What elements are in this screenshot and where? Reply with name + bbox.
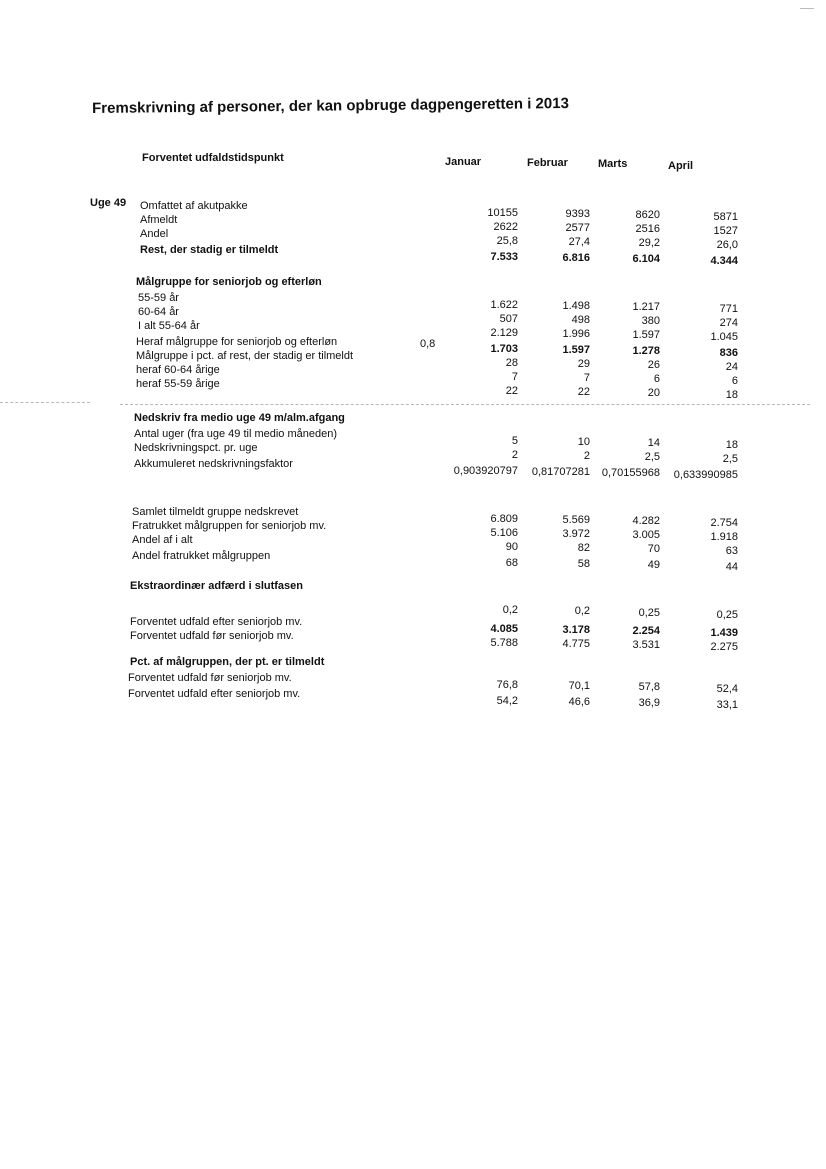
- cell-april: 6: [731, 375, 738, 387]
- cell-februar: 29: [577, 358, 590, 370]
- cell-januar: 54,2: [496, 695, 518, 707]
- row-label: Heraf målgruppe for seniorjob og efterløn: [136, 336, 338, 348]
- table-row: [0, 630, 826, 653]
- row-label: I alt 55-64 år: [138, 320, 200, 332]
- cell-april: 1.918: [710, 531, 738, 543]
- row-label: Forventet udfald før seniorjob mv.: [130, 630, 294, 642]
- page-title: Fremskrivning af personer, der kan opbruge dagpengeretten i 2013: [92, 95, 569, 117]
- cell-april: 1527: [713, 225, 738, 237]
- row-label: 55-59 år: [138, 292, 179, 304]
- cell-januar: 1.703: [490, 343, 518, 355]
- cell-april: 1.045: [710, 331, 738, 343]
- cell-marts: 57,8: [638, 681, 660, 693]
- row-label: Andel af i alt: [132, 534, 193, 546]
- row-label: heraf 60-64 årige: [136, 364, 220, 376]
- cell-januar: 0,2: [502, 604, 518, 616]
- row-label: Samlet tilmeldt gruppe nedskrevet: [132, 506, 299, 518]
- section-heading-row: [0, 276, 826, 290]
- cell-januar: 2: [511, 449, 518, 461]
- cell-februar: 27,4: [568, 236, 590, 248]
- cell-marts: 29,2: [638, 237, 660, 249]
- cell-januar: 22: [505, 385, 518, 397]
- cell-januar: 4.085: [490, 623, 518, 635]
- cell-februar: 1.597: [562, 344, 590, 356]
- cell-april: 0,633990985: [673, 469, 738, 481]
- cell-april: 274: [719, 317, 738, 329]
- cell-februar: 1.996: [562, 328, 590, 340]
- cell-februar: 2: [583, 450, 590, 462]
- cell-marts: 49: [647, 559, 660, 571]
- cell-februar: 22: [577, 386, 590, 398]
- month-header-januar: Januar: [445, 156, 482, 168]
- cell-april: 0,25: [716, 609, 738, 621]
- table-row: [0, 458, 826, 481]
- cell-januar: 76,8: [496, 679, 518, 691]
- cell-april: 2.275: [710, 641, 738, 653]
- cell-januar: 0,903920797: [453, 465, 518, 477]
- cell-april: 2.754: [710, 517, 738, 529]
- cell-april: 4.344: [710, 255, 738, 267]
- cell-januar: 5: [511, 435, 518, 447]
- section-heading: Nedskriv fra medio uge 49 m/alm.afgang: [134, 412, 345, 424]
- table-row: [0, 600, 826, 621]
- cell-januar: 2.129: [490, 327, 518, 339]
- row-label: Målgruppe i pct. af rest, der stadig er tilmeldt: [136, 350, 354, 362]
- cell-februar: 82: [577, 542, 590, 554]
- cell-marts: 3.531: [632, 639, 660, 651]
- row-label: Forventet udfald efter seniorjob mv.: [130, 616, 303, 628]
- cell-januar: 5.106: [490, 527, 518, 539]
- cell-februar: 3.178: [562, 624, 590, 636]
- cell-april: 1.439: [710, 627, 738, 639]
- table-row: [0, 550, 826, 573]
- table-row: [0, 688, 826, 711]
- cell-marts: 26: [647, 359, 660, 371]
- cell-januar: 10155: [487, 207, 518, 219]
- section-heading-row: [0, 580, 826, 594]
- cell-februar: 1.498: [562, 300, 590, 312]
- column-header-label: Forventet udfaldstidspunkt: [142, 152, 284, 164]
- cell-februar: 0,81707281: [531, 466, 590, 478]
- cell-februar: 46,6: [568, 696, 590, 708]
- cell-januar: 68: [505, 557, 518, 569]
- cell-marts: 1.278: [632, 345, 660, 357]
- week-label: Uge 49: [90, 197, 127, 209]
- cell-april: 771: [719, 303, 738, 315]
- cell-marts: 6: [653, 373, 660, 385]
- cell-februar: 10: [577, 436, 590, 448]
- cell-februar: 58: [577, 558, 590, 570]
- row-prefix-value: 0,8: [420, 338, 436, 350]
- cell-februar: 4.775: [562, 638, 590, 650]
- table-row: [0, 244, 826, 267]
- cell-april: 44: [725, 561, 738, 573]
- cell-marts: 8620: [635, 209, 660, 221]
- cell-januar: 6.809: [490, 513, 518, 525]
- cell-marts: 1.597: [632, 329, 660, 341]
- cell-marts: 2,5: [644, 451, 660, 463]
- cell-marts: 2.254: [632, 625, 660, 637]
- section-heading: Pct. af målgruppen, der pt. er tilmeldt: [130, 656, 325, 668]
- cell-marts: 0,25: [638, 607, 660, 619]
- month-header-februar: Februar: [527, 157, 568, 169]
- cell-marts: 4.282: [632, 515, 660, 527]
- cell-januar: 7.533: [490, 251, 518, 263]
- cell-januar: 1.622: [490, 299, 518, 311]
- cell-april: 33,1: [716, 699, 738, 711]
- table-row: [0, 378, 826, 401]
- cell-april: 5871: [713, 211, 738, 223]
- row-label: Omfattet af akutpakke: [140, 200, 248, 212]
- divider-main: [120, 404, 810, 405]
- cell-februar: 9393: [565, 208, 590, 220]
- row-label: Fratrukket målgruppen for seniorjob mv.: [132, 520, 327, 532]
- cell-april: 26,0: [716, 239, 738, 251]
- row-label: Forventet udfald før seniorjob mv.: [128, 672, 292, 684]
- cell-februar: 7: [583, 372, 590, 384]
- row-label: Andel: [140, 228, 169, 240]
- cell-februar: 0,2: [574, 605, 590, 617]
- section-heading: Målgruppe for seniorjob og efterløn: [136, 276, 322, 288]
- cell-marts: 36,9: [638, 697, 660, 709]
- cell-april: 52,4: [716, 683, 738, 695]
- cell-april: 63: [725, 545, 738, 557]
- cell-januar: 25,8: [496, 235, 518, 247]
- cell-februar: 70,1: [568, 680, 590, 692]
- cell-januar: 2622: [493, 221, 518, 233]
- cell-marts: 1.217: [632, 301, 660, 313]
- cell-marts: 2516: [635, 223, 660, 235]
- cell-februar: 2577: [565, 222, 590, 234]
- cell-marts: 3.005: [632, 529, 660, 541]
- row-label: Nedskrivningspct. pr. uge: [134, 442, 258, 454]
- cell-marts: 20: [647, 387, 660, 399]
- row-label: Andel fratrukket målgruppen: [132, 550, 271, 562]
- row-label: heraf 55-59 årige: [136, 378, 220, 390]
- cell-marts: 6.104: [632, 253, 660, 265]
- cell-januar: 90: [505, 541, 518, 553]
- cell-marts: 14: [647, 437, 660, 449]
- cell-januar: 28: [505, 357, 518, 369]
- cell-februar: 5.569: [562, 514, 590, 526]
- cell-februar: 3.972: [562, 528, 590, 540]
- cell-april: 2,5: [722, 453, 738, 465]
- cell-april: 836: [719, 347, 738, 359]
- section-heading: Ekstraordinær adfærd i slutfasen: [130, 580, 303, 592]
- month-header-april: April: [668, 160, 694, 172]
- row-label: 60-64 år: [138, 306, 179, 318]
- cell-marts: 380: [641, 315, 660, 327]
- section-heading-row: [0, 412, 826, 426]
- month-header-marts: Marts: [598, 158, 628, 170]
- row-label: Rest, der stadig er tilmeldt: [140, 244, 279, 256]
- cell-januar: 5.788: [490, 637, 518, 649]
- cell-februar: 6.816: [562, 252, 590, 264]
- cell-februar: 498: [571, 314, 590, 326]
- cell-marts: 0,70155968: [601, 467, 660, 479]
- cell-april: 24: [725, 361, 738, 373]
- divider-left: [0, 402, 90, 403]
- cell-januar: 7: [511, 371, 518, 383]
- cell-marts: 70: [647, 543, 660, 555]
- section-heading-row: [0, 656, 826, 670]
- row-label: Afmeldt: [140, 214, 178, 226]
- scan-mark: [800, 8, 814, 9]
- cell-april: 18: [725, 389, 738, 401]
- cell-april: 18: [725, 439, 738, 451]
- cell-januar: 507: [499, 313, 518, 325]
- row-label: Forventet udfald efter seniorjob mv.: [128, 688, 301, 700]
- row-label: Antal uger (fra uge 49 til medio måneden): [134, 428, 338, 440]
- row-label: Akkumuleret nedskrivningsfaktor: [134, 458, 293, 470]
